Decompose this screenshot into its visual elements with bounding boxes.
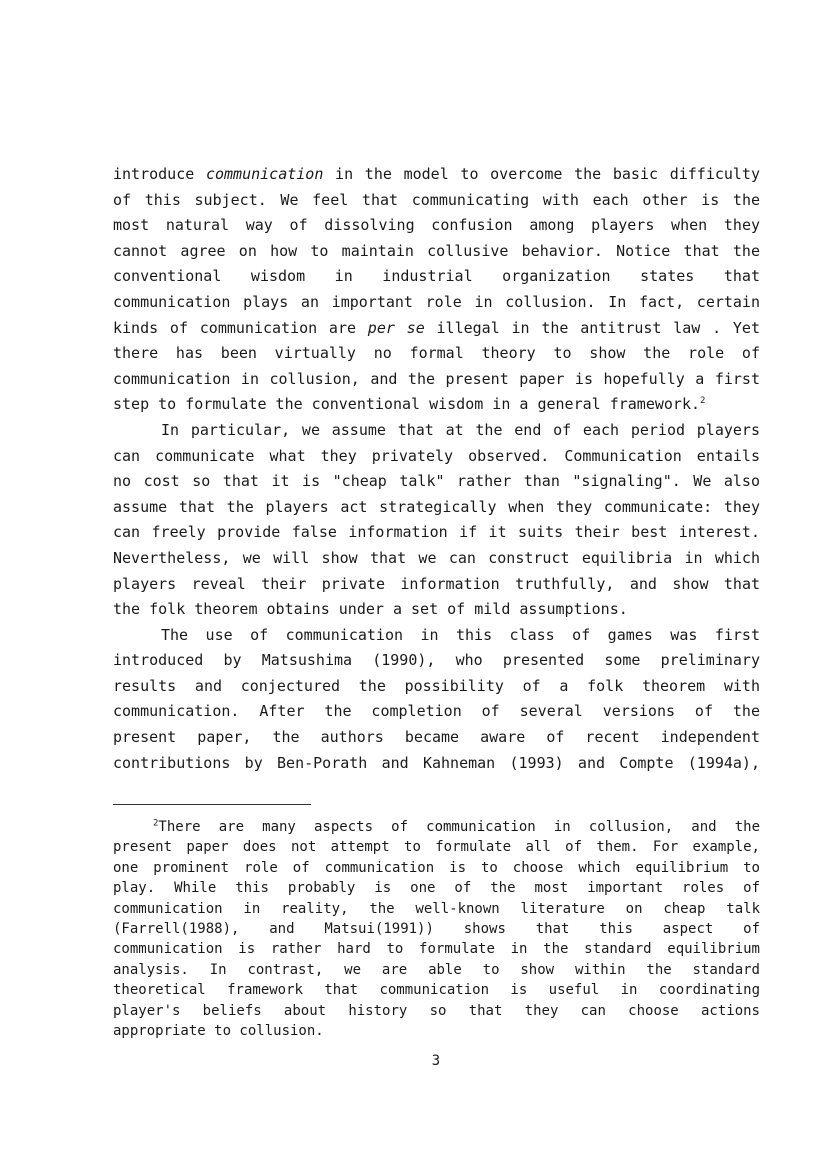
body-line: the folk theorem obtains under a set of mild assumptions. bbox=[113, 600, 628, 619]
footnote-line: one prominent role of communication is to choose which equilibrium to bbox=[113, 859, 760, 876]
footnote-line: appropriate to collusion. bbox=[113, 1022, 324, 1039]
body-line: communication plays an important role in collusion. In fact, certain bbox=[113, 292, 760, 311]
page-number: 3 bbox=[431, 1053, 441, 1069]
body-line: assume that the players act strategically when they communicate: they bbox=[113, 497, 760, 516]
body-line: introduce communication in the model to overcome the basic difficulty bbox=[113, 165, 760, 183]
footnote-line: (Farrell(1988), and Matsui(1991)) shows that this aspect of bbox=[113, 920, 760, 937]
footnote-line: play. While this probably is one of the most important roles of bbox=[113, 880, 760, 897]
body-line: step to formulate the conventional wisdom in a general framework.$^2$ bbox=[113, 395, 706, 414]
footnote-rule bbox=[113, 804, 311, 805]
footnote-line: $^2$There are many aspects of communication in collusion, and the bbox=[153, 818, 760, 835]
body-line: kinds of communication are per se illegal in the antitrust law . Yet bbox=[113, 318, 760, 337]
body-line: results and conjectured the possibility of a folk theorem with bbox=[113, 676, 760, 695]
footnote-line: communication is rather hard to formulate in the standard equilibrium bbox=[113, 941, 760, 958]
body-line: cannot agree on how to maintain collusive behavior. Notice that the bbox=[113, 241, 760, 260]
footnote-number: 2 bbox=[153, 818, 159, 829]
body-text bbox=[113, 162, 760, 776]
footnote bbox=[113, 817, 760, 1041]
body-line: no cost so that it is "cheap talk" rather than "signaling". We also bbox=[113, 472, 760, 491]
footnote-line: player's beliefs about history so that they can choose actions bbox=[113, 1002, 760, 1019]
body-line: In particular, we assume that at the end of each period players bbox=[161, 420, 760, 439]
body-line: of this subject. We feel that communicating with each other is the bbox=[113, 190, 760, 209]
footnote-line: communication in reality, the well-known literature on cheap talk bbox=[113, 900, 760, 917]
footnote-line: theoretical framework that communication is useful in coordinating bbox=[113, 982, 760, 999]
body-line: present paper, the authors became aware of recent independent bbox=[113, 728, 760, 747]
footnote-marker[interactable]: 2 bbox=[700, 396, 706, 407]
body-line: players reveal their private information truthfully, and show that bbox=[113, 574, 760, 593]
body-line: there has been virtually no formal theory to show the role of bbox=[113, 344, 760, 363]
emphasis: communication bbox=[205, 165, 324, 183]
body-line: conventional wisdom in industrial organization states that bbox=[113, 267, 760, 286]
body-line: communication. After the completion of several versions of the bbox=[113, 702, 760, 721]
body-line: most natural way of dissolving confusion among players when they bbox=[113, 216, 760, 235]
emphasis: per se bbox=[367, 318, 425, 337]
body-line: introduced by Matsushima (1990), who presented some preliminary bbox=[113, 651, 760, 670]
footnote-line: present paper does not attempt to formulate all of them. For example, bbox=[113, 839, 760, 856]
body-line: Nevertheless, we will show that we can construct equilibria in which bbox=[113, 548, 760, 567]
footnote-line: analysis. In contrast, we are able to show within the standard bbox=[113, 961, 760, 978]
body-line: contributions by Ben-Porath and Kahneman (1993) and Compte (1994a), bbox=[113, 753, 760, 772]
body-line: can communicate what they privately observed. Communication entails bbox=[113, 446, 760, 465]
body-line: can freely provide false information if it suits their best interest. bbox=[113, 523, 760, 542]
body-line: The use of communication in this class of games was first bbox=[161, 625, 760, 644]
body-line: communication in collusion, and the present paper is hopefully a first bbox=[113, 369, 760, 388]
